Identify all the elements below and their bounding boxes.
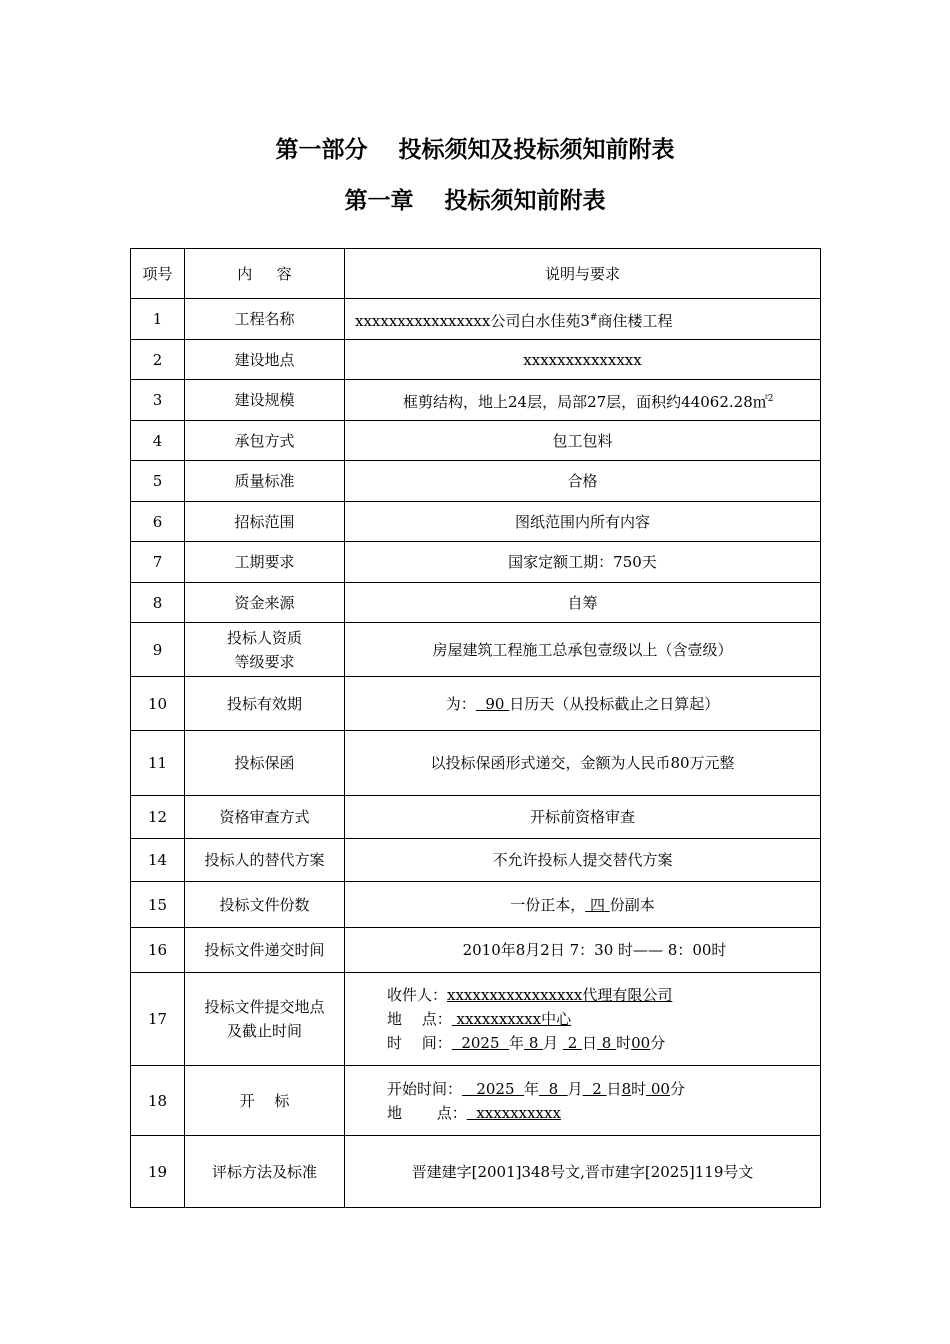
row-no: 4 bbox=[131, 421, 185, 461]
row-no: 10 bbox=[131, 677, 185, 731]
table-row bbox=[131, 1066, 821, 1136]
row-item: 投标文件份数 bbox=[185, 882, 345, 928]
header-item: 内 容 bbox=[185, 249, 345, 299]
row-no: 15 bbox=[131, 882, 185, 928]
row-desc: xxxxxxxxxxxxxxxx公司白水佳苑3#商住楼工程 bbox=[345, 299, 821, 340]
table-row bbox=[131, 882, 821, 928]
row-no: 8 bbox=[131, 583, 185, 623]
row-no: 17 bbox=[131, 973, 185, 1066]
row-item: 投标有效期 bbox=[185, 677, 345, 731]
row-item: 建设地点 bbox=[185, 340, 345, 380]
row-item: 招标范围 bbox=[185, 502, 345, 542]
row-no: 6 bbox=[131, 502, 185, 542]
row-item: 开 标 bbox=[185, 1066, 345, 1136]
table-row bbox=[131, 973, 821, 1066]
row-no: 9 bbox=[131, 623, 185, 677]
table-row bbox=[131, 502, 821, 542]
row-no: 1 bbox=[131, 299, 185, 340]
row-desc: 合格 bbox=[345, 461, 821, 502]
row-no: 12 bbox=[131, 796, 185, 839]
table-row bbox=[131, 380, 821, 421]
start-time-line: 开始时间： 2025 年 8 月 2 日8时 00分 bbox=[387, 1079, 685, 1098]
row-no: 2 bbox=[131, 340, 185, 380]
header-no: 项号 bbox=[131, 249, 185, 299]
place-line: 地 点： xxxxxxxxxx中心 bbox=[387, 1010, 572, 1028]
row-desc bbox=[345, 973, 821, 1066]
row-desc: 国家定额工期：750天 bbox=[345, 542, 821, 583]
table-row bbox=[131, 542, 821, 583]
time-line: 时 间： 2025 年 8 月 2 日 8 时00分 bbox=[387, 1034, 666, 1052]
row-desc: 2010年8月2日 7：30 时—— 8：00时 bbox=[345, 928, 821, 973]
row-item: 投标保函 bbox=[185, 731, 345, 796]
table-row bbox=[131, 677, 821, 731]
row-desc: 框剪结构，地上24层，局部27层，面积约44062.28㎡$^2$ bbox=[345, 380, 821, 421]
row-item: 建设规模 bbox=[185, 380, 345, 421]
table-row bbox=[131, 340, 821, 380]
row-no: 11 bbox=[131, 731, 185, 796]
table-row bbox=[131, 796, 821, 839]
recipient-line: 收件人：xxxxxxxxxxxxxxxx代理有限公司 bbox=[387, 986, 673, 1004]
row-no: 14 bbox=[131, 839, 185, 882]
row-desc: 一份正本， 四 份副本 bbox=[345, 882, 821, 928]
row-item: 质量标准 bbox=[185, 461, 345, 502]
row-item: 投标文件递交时间 bbox=[185, 928, 345, 973]
row-desc: 开标前资格审查 bbox=[345, 796, 821, 839]
row-desc: 自筹 bbox=[345, 583, 821, 623]
table-row bbox=[131, 623, 821, 677]
table-header-row bbox=[131, 249, 821, 299]
row-desc bbox=[345, 1066, 821, 1136]
row-desc: 图纸范围内所有内容 bbox=[345, 502, 821, 542]
row-no: 16 bbox=[131, 928, 185, 973]
row-desc: 不允许投标人提交替代方案 bbox=[345, 839, 821, 882]
chapter-title: 第一章 投标须知前附表 bbox=[344, 188, 606, 214]
table-row bbox=[131, 299, 821, 340]
row-item: 工期要求 bbox=[185, 542, 345, 583]
row-item: 资格审查方式 bbox=[185, 796, 345, 839]
bidding-info-table bbox=[130, 248, 821, 1208]
row-desc: xxxxxxxxxxxxxx bbox=[345, 340, 821, 380]
table-row bbox=[131, 421, 821, 461]
row-item: 投标人资质 等级要求 bbox=[185, 623, 345, 677]
row-desc: 以投标保函形式递交，金额为人民币80万元整 bbox=[345, 731, 821, 796]
row-item: 承包方式 bbox=[185, 421, 345, 461]
row-item: 工程名称 bbox=[185, 299, 345, 340]
row-item: 评标方法及标准 bbox=[185, 1136, 345, 1208]
row-no: 5 bbox=[131, 461, 185, 502]
row-desc: 晋建建字[2001]348号文,晋市建字[2025]119号文 bbox=[345, 1136, 821, 1208]
part-title: 第一部分 投标须知及投标须知前附表 bbox=[275, 137, 675, 163]
table-row bbox=[131, 731, 821, 796]
table-row bbox=[131, 1136, 821, 1208]
row-no: 19 bbox=[131, 1136, 185, 1208]
row-item: 资金来源 bbox=[185, 583, 345, 623]
row-no: 3 bbox=[131, 380, 185, 421]
table-row bbox=[131, 928, 821, 973]
row-item: 投标文件提交地点 及截止时间 bbox=[185, 973, 345, 1066]
row-desc: 包工包料 bbox=[345, 421, 821, 461]
row-desc: 为： 90 日历天（从投标截止之日算起） bbox=[345, 677, 821, 731]
table-row bbox=[131, 461, 821, 502]
row-no: 7 bbox=[131, 542, 185, 583]
table-row bbox=[131, 839, 821, 882]
row-item: 投标人的替代方案 bbox=[185, 839, 345, 882]
header-desc: 说明与要求 bbox=[345, 249, 821, 299]
row-desc: 房屋建筑工程施工总承包壹级以上（含壹级） bbox=[345, 623, 821, 677]
place-line: 地 点： xxxxxxxxxx bbox=[387, 1103, 561, 1122]
row-no: 18 bbox=[131, 1066, 185, 1136]
table-row bbox=[131, 583, 821, 623]
